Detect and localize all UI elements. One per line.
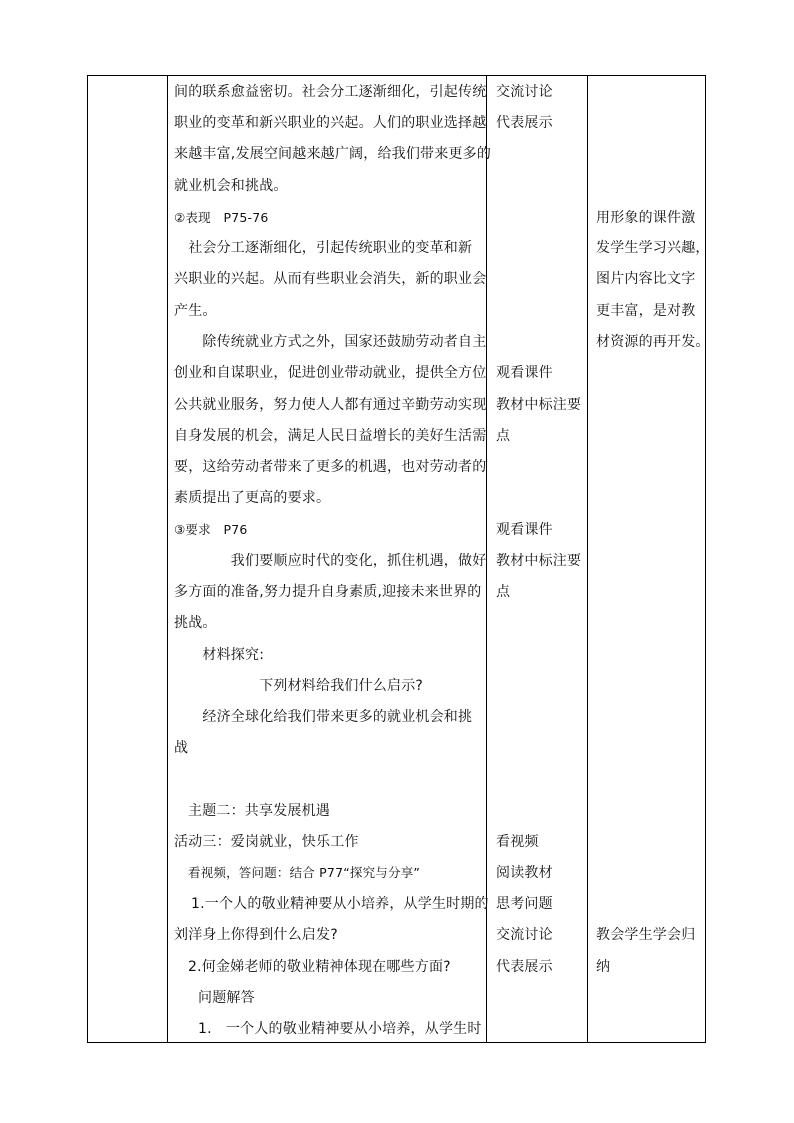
intent-line: 更丰富，是对教 xyxy=(596,303,696,319)
activity-line: 看视频 xyxy=(496,834,539,850)
main-line: 产生。 xyxy=(174,303,217,319)
main-line: 兴职业的兴起。从而有些职业会消失，新的职业会 xyxy=(174,271,487,287)
main-line: 看视频，答问题：结合 P77“探究与分享” xyxy=(188,865,421,880)
main-line: 战 xyxy=(174,740,189,756)
intent-line: 发学生学习兴趣， xyxy=(596,240,710,256)
intent-line: 用形象的课件激 xyxy=(596,210,696,226)
activity-line: 观看课件 xyxy=(496,365,553,381)
activity-line: 教材中标注要 xyxy=(496,553,582,569)
main-line: 来越丰富,发展空间越来越广阔，给我们带来更多的 xyxy=(174,146,492,162)
main-line: 创业和自谋职业，促进创业带动就业，提供全方位 xyxy=(174,365,487,381)
intent-line: 图片内容比文字 xyxy=(596,271,696,287)
question-2: 2.何金娣老师的敬业精神体现在哪些方面? xyxy=(188,959,451,975)
answer-1: 1. 一个人的敬业精神要从小培养，从学生时 xyxy=(198,1021,482,1037)
section-heading-requirement: ③要求 P76 xyxy=(174,522,248,537)
intent-line: 材资源的再开发。 xyxy=(596,334,710,350)
question-1: 1.一个人的敬业精神要从小培养，从学生时期的 xyxy=(191,896,489,912)
activity-line: 点 xyxy=(496,584,511,600)
main-line: 挑战。 xyxy=(174,615,217,631)
main-line: 我们要顺应时代的变化，抓住机遇，做好 xyxy=(174,553,487,569)
activity-line: 阅读教材 xyxy=(496,865,553,881)
main-line: 刘洋身上你得到什么启发? xyxy=(174,927,338,943)
main-line: 除传统就业方式之外，国家还鼓励劳动者自主 xyxy=(174,334,487,350)
main-line: 要，这给劳动者带来了更多的机遇，也对劳动者的 xyxy=(174,459,487,475)
main-line: 自身发展的机会，满足人民日益增长的美好生活需 xyxy=(174,428,487,444)
column-divider-3 xyxy=(587,76,588,1042)
answer-heading: 问题解答 xyxy=(198,990,255,1006)
activity-line: 教材中标注要 xyxy=(496,397,582,413)
theme-heading: 主题二：共享发展机遇 xyxy=(188,803,330,819)
main-line: 就业机会和挑战。 xyxy=(174,178,288,194)
column-divider-1 xyxy=(167,76,168,1042)
activity-line: 观看课件 xyxy=(496,522,553,538)
main-line: 经济全球化给我们带来更多的就业机会和挑 xyxy=(174,709,473,725)
material-heading: 材料探究: xyxy=(174,647,265,663)
intent-line: 教会学生学会归 xyxy=(596,927,696,943)
main-line: 多方面的准备,努力提升自身素质,迎接未来世界的 xyxy=(174,584,482,600)
activity-line: 思考问题 xyxy=(496,896,553,912)
section-heading-performance: ②表现 P75-76 xyxy=(174,210,269,225)
main-line: 职业的变革和新兴职业的兴起。人们的职业选择越 xyxy=(174,115,487,131)
main-line: 间的联系愈益密切。社会分工逐渐细化，引起传统 xyxy=(174,84,487,100)
activity-line: 代表展示 xyxy=(496,115,553,131)
activity-heading: 活动三：爱岗就业，快乐工作 xyxy=(174,834,359,850)
activity-line: 交流讨论 xyxy=(496,927,553,943)
main-line: 素质提出了更高的要求。 xyxy=(174,490,331,506)
activity-line: 代表展示 xyxy=(496,959,553,975)
intent-line: 纳 xyxy=(596,959,611,975)
material-question: 下列材料给我们什么启示? xyxy=(174,678,424,694)
main-line: 公共就业服务，努力使人人都有通过辛勤劳动实现 xyxy=(174,397,487,413)
main-line: 社会分工逐渐细化，引起传统职业的变革和新 xyxy=(174,240,473,256)
activity-line: 点 xyxy=(496,428,511,444)
activity-line: 交流讨论 xyxy=(496,84,553,100)
lesson-table xyxy=(87,75,710,1043)
